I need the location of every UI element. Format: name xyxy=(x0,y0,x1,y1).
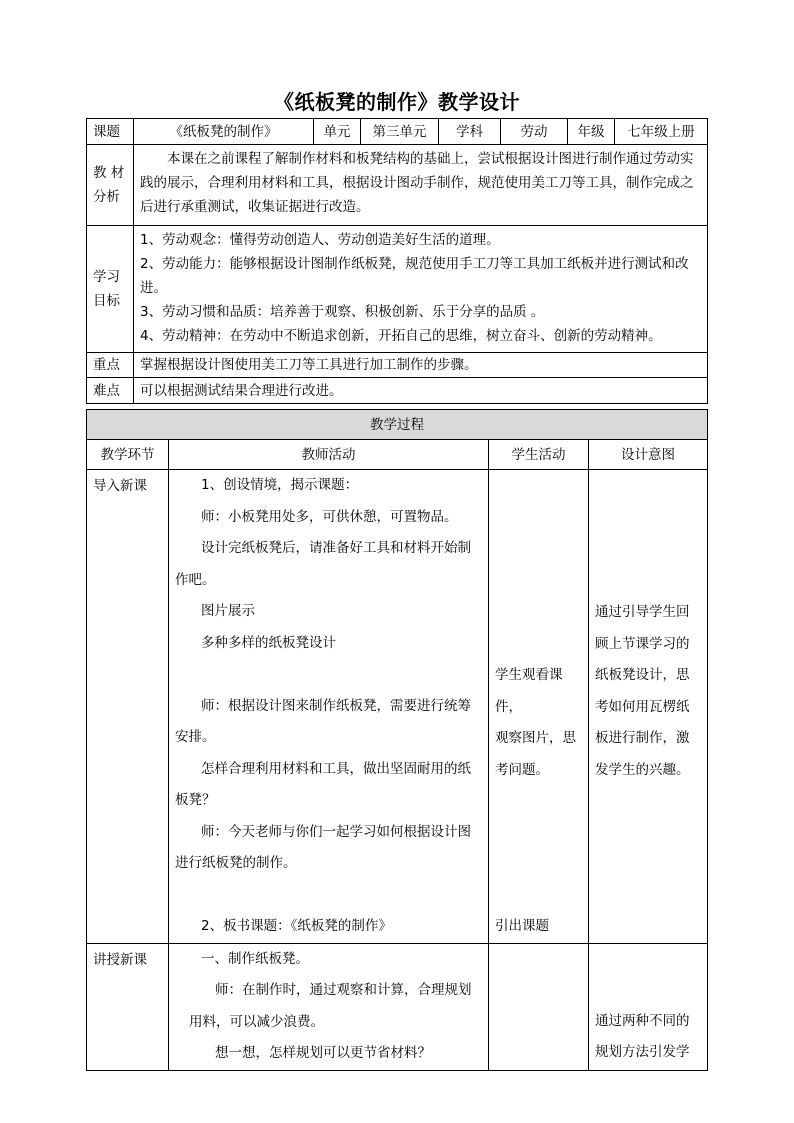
goals-cell xyxy=(134,226,708,353)
teacher-activity-cell xyxy=(169,943,489,1070)
intent-line: 顾上节课学习的 xyxy=(595,635,690,652)
teacher-line: 1、创设情境，揭示课题： xyxy=(201,477,359,493)
teacher-line xyxy=(175,659,484,691)
stage-name: 讲授新课 xyxy=(87,943,169,1070)
student-line: 考问题。 xyxy=(495,761,549,778)
teacher-line xyxy=(175,880,484,912)
intent-line: 板进行制作，激 xyxy=(595,730,690,746)
intent-line: 通过两种不同的 xyxy=(595,1012,690,1029)
key-text: 掌握根据设计图使用美工刀等工具进行加工制作的步骤。 xyxy=(134,353,708,378)
teacher-line: 作吧。 xyxy=(175,571,216,588)
goal-item: 4、劳动精神：在劳动中不断追求创新，开拓自己的思维，树立奋斗、创新的劳动精神。 xyxy=(140,328,662,344)
grade-label: 年级 xyxy=(568,119,615,145)
subject-label: 学科 xyxy=(439,119,501,145)
column-header-teacher: 教师活动 xyxy=(169,440,489,470)
column-header-stage: 教学环节 xyxy=(87,440,169,470)
unit-label: 单元 xyxy=(314,119,361,145)
teacher-line: 设计完纸板凳后，请准备好工具和材料开始制 xyxy=(201,540,471,556)
column-header-intent: 设计意图 xyxy=(589,440,708,470)
analysis-label-line1: 教 材 xyxy=(93,165,125,181)
goal-item: 1、劳动观念：懂得劳动创造人、劳动创造美好生活的道理。 xyxy=(140,232,500,248)
teacher-line: 2、板书课题：《纸板凳的制作》 xyxy=(201,918,392,934)
teacher-line: 怎样合理利用材料和工具，做出坚固耐用的纸 xyxy=(201,760,471,777)
stage-name: 导入新课 xyxy=(87,470,169,944)
teacher-line: 师：小板凳用处多，可供休憩，可置物品。 xyxy=(201,508,458,525)
key-label: 重点 xyxy=(87,353,134,378)
teacher-line: 用料，可以减少浪费。 xyxy=(189,1013,324,1030)
analysis-label xyxy=(87,145,134,226)
intent-text xyxy=(595,1006,690,1069)
process-table xyxy=(86,409,708,1071)
column-header-student: 学生活动 xyxy=(489,440,589,470)
difficulty-label: 难点 xyxy=(87,378,134,404)
teacher-line: 一、制作纸板凳。 xyxy=(201,950,309,967)
teacher-line: 想一想，怎样规划可以更节省材料？ xyxy=(215,1045,431,1061)
document-title: 《纸板凳的制作》教学设计 xyxy=(274,90,520,114)
teacher-line: 安排。 xyxy=(175,729,216,745)
goals-label xyxy=(87,226,134,353)
goal-item: 2、劳动能力：能够根据设计图制作纸板凳，规范使用手工刀等工具加工纸板并进行测试和改进。 xyxy=(140,256,689,296)
student-line: 学生观看课件， xyxy=(495,667,563,715)
student-end: 引出课题 xyxy=(495,918,549,934)
teacher-line: 师：根据设计图来制作纸板凳，需要进行统筹 xyxy=(201,697,471,714)
goal-item: 3、劳动习惯和品质：培养善于观察、积极创新、乐于分享的品质 。 xyxy=(140,304,545,320)
info-table xyxy=(86,118,708,404)
intent-cell xyxy=(589,470,708,944)
teacher-activity-cell xyxy=(169,470,489,944)
topic-label: 课题 xyxy=(87,119,134,145)
subject-value: 劳动 xyxy=(501,119,568,145)
student-activity-cell xyxy=(489,470,589,944)
grade-value: 七年级上册 xyxy=(615,119,708,145)
goals-label-line1: 学习 xyxy=(93,269,120,285)
student-line: 观察图片，思 xyxy=(495,730,576,746)
process-header: 教学过程 xyxy=(87,410,708,440)
teacher-line: 图片展示 xyxy=(201,603,255,619)
teacher-line: 板凳？ xyxy=(175,792,216,808)
intent-line: 考如何用瓦楞纸 xyxy=(595,698,690,715)
intent-line: 通过引导学生回 xyxy=(595,604,690,620)
student-activity-cell xyxy=(489,943,589,1070)
teacher-line: 师：今天老师与你们一起学习如何根据设计图 xyxy=(201,823,471,840)
difficulty-text: 可以根据测试结果合理进行改进。 xyxy=(134,378,708,404)
intent-line: 纸板凳设计，思 xyxy=(595,667,690,683)
analysis-text: 本课在之前课程了解制作材料和板凳结构的基础上，尝试根据设计图进行制作通过劳动实践的展示，合理利用材料和工具，根据设计图动手制作，规范使用美工刀等工具，制作完成之后进行承重测试，收集证据进行改造。 xyxy=(140,151,694,215)
analysis-label-line2: 分析 xyxy=(93,189,120,205)
goals-label-line2: 目标 xyxy=(93,293,120,309)
analysis-cell xyxy=(134,145,708,226)
intent-line: 发学生的兴趣。 xyxy=(595,761,690,778)
intent-line: 规划方法引发学 xyxy=(595,1044,690,1060)
intent-text xyxy=(595,597,690,786)
student-activity-text xyxy=(495,660,588,786)
teacher-line: 多种多样的纸板凳设计 xyxy=(201,634,336,651)
intent-cell xyxy=(589,943,708,1070)
teacher-line: 进行纸板凳的制作。 xyxy=(175,855,297,871)
unit-value: 第三单元 xyxy=(361,119,439,145)
topic-value: 《纸板凳的制作》 xyxy=(134,119,314,145)
teacher-line: 师：在制作时，通过观察和计算，合理规划 xyxy=(215,982,472,998)
